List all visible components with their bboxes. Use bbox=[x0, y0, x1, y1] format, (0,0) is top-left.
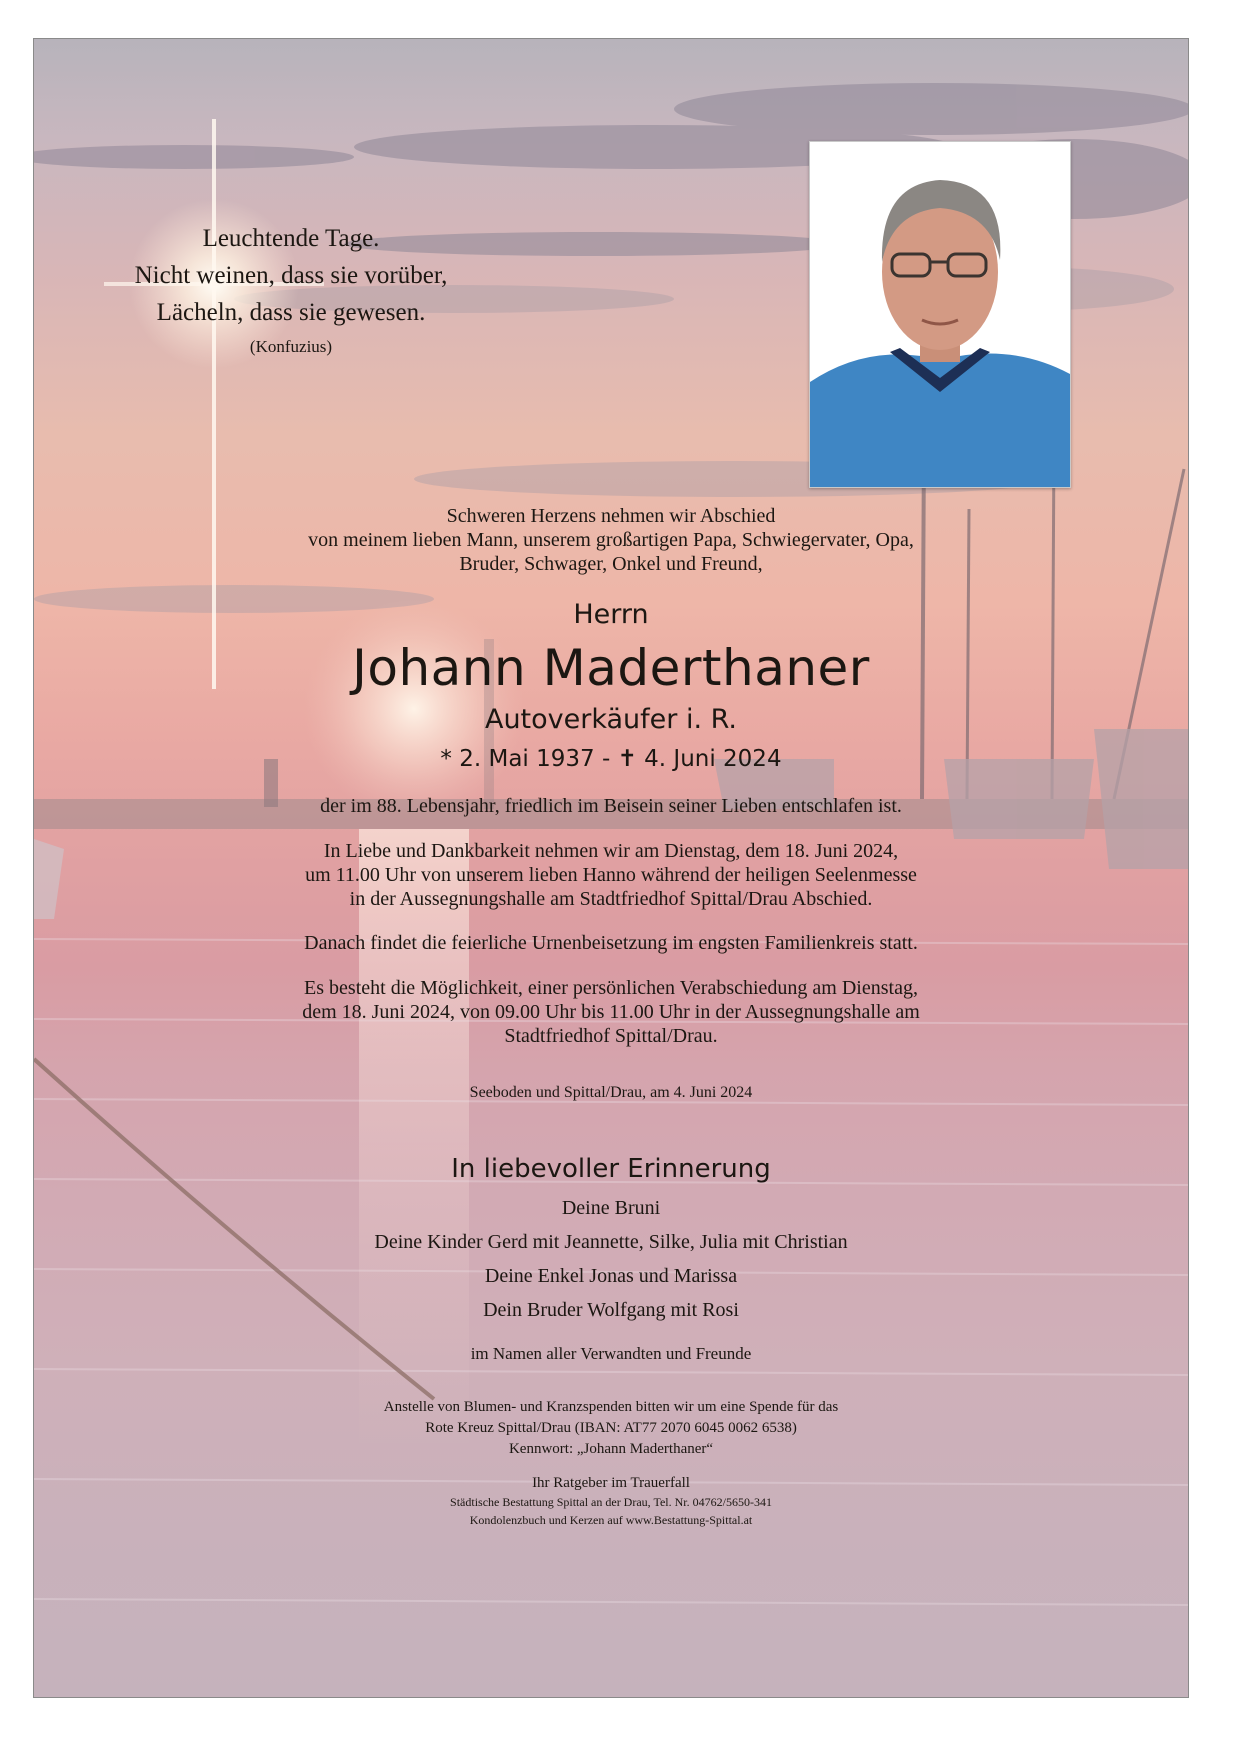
donation-line: Anstelle von Blumen- und Kranzspenden bitten wir um eine Spende für das bbox=[383, 1399, 839, 1415]
donation-line: Kennwort: „Johann Maderthaner“ bbox=[508, 1441, 714, 1457]
body-line: dem 18. Juni 2024, von 09.00 Uhr bis 11.00 Uhr in der Aussegnungshalle am bbox=[302, 1001, 920, 1023]
place-date: Seeboden und Spittal/Drau, am 4. Juni 2024 bbox=[469, 1084, 753, 1101]
quote-line: Lächeln, dass sie gewesen. bbox=[156, 299, 426, 326]
footer-line: Ihr Ratgeber im Trauerfall bbox=[532, 1475, 690, 1491]
mourner-line: Deine Enkel Jonas und Marissa bbox=[484, 1265, 738, 1287]
footer-line: Kondolenzbuch und Kerzen auf www.Bestattung-Spittal.at bbox=[469, 1513, 753, 1527]
quote-author: (Konfuzius) bbox=[249, 337, 333, 356]
donation-line: Rote Kreuz Spittal/Drau (IBAN: AT77 2070 6045 0062 6538) bbox=[425, 1420, 797, 1436]
mourner-line: Deine Kinder Gerd mit Jeannette, Silke, Julia mit Christian bbox=[374, 1231, 848, 1253]
mourner-line: Dein Bruder Wolfgang mit Rosi bbox=[483, 1299, 739, 1321]
body-line: Es besteht die Möglichkeit, einer persönlichen Verabschiedung am Dienstag, bbox=[304, 977, 918, 999]
obituary-card bbox=[33, 38, 1189, 1698]
intro-line: Schweren Herzens nehmen wir Abschied bbox=[446, 505, 776, 527]
body-line: in der Aussegnungshalle am Stadtfriedhof Spittal/Drau Abschied. bbox=[349, 888, 873, 910]
quote-line: Nicht weinen, dass sie vorüber, bbox=[134, 262, 448, 289]
salutation: Herrn bbox=[573, 599, 649, 630]
remembrance-heading: In liebevoller Erinnerung bbox=[451, 1154, 771, 1184]
closing-line: im Namen aller Verwandten und Freunde bbox=[470, 1344, 752, 1363]
mourner-line: Deine Bruni bbox=[561, 1197, 661, 1219]
footer-line: Städtische Bestattung Spittal an der Drau, Tel. Nr. 04762/5650-341 bbox=[450, 1495, 772, 1509]
profession: Autoverkäufer i. R. bbox=[484, 704, 738, 735]
deceased-name: Johann Maderthaner bbox=[352, 639, 870, 697]
body-line: Stadtfriedhof Spittal/Drau. bbox=[504, 1025, 718, 1047]
intro-line: Bruder, Schwager, Onkel und Freund, bbox=[459, 553, 763, 575]
life-dates: * 2. Mai 1937 - ✝ 4. Juni 2024 bbox=[440, 746, 782, 772]
body-line: um 11.00 Uhr von unserem lieben Hanno während der heiligen Seelenmesse bbox=[305, 864, 917, 886]
intro-line: von meinem lieben Mann, unserem großartigen Papa, Schwiegervater, Opa, bbox=[308, 529, 914, 551]
body-line: In Liebe und Dankbarkeit nehmen wir am Dienstag, dem 18. Juni 2024, bbox=[323, 840, 899, 862]
body-line: Danach findet die feierliche Urnenbeisetzung im engsten Familienkreis statt. bbox=[304, 932, 918, 954]
body-line: der im 88. Lebensjahr, friedlich im Beisein seiner Lieben entschlafen ist. bbox=[320, 795, 902, 817]
quote-line: Leuchtende Tage. bbox=[202, 225, 380, 252]
